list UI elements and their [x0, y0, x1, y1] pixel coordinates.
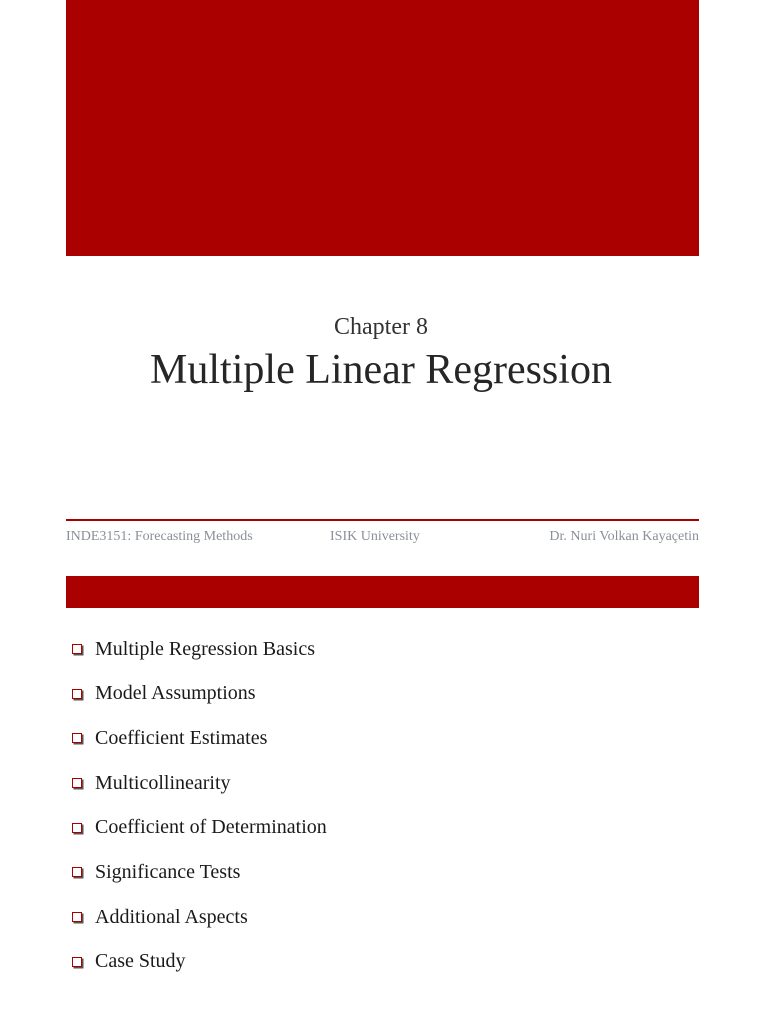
list-item	[72, 902, 327, 932]
outline-item-label: Coefficient of Determination	[95, 816, 327, 839]
outline-item-label: Case Study	[95, 950, 186, 973]
square-bullet-icon	[72, 823, 82, 833]
footer-university: ISIK University	[330, 529, 420, 544]
square-bullet-icon	[72, 867, 82, 877]
outline-item-label: Model Assumptions	[95, 682, 256, 705]
list-item	[72, 634, 327, 664]
outline-item-label: Multicollinearity	[95, 771, 231, 794]
title-banner	[66, 0, 699, 256]
outline-item-label: Coefficient Estimates	[95, 726, 268, 749]
list-item	[72, 813, 327, 843]
list-item	[72, 679, 327, 709]
outline-item-label: Additional Aspects	[95, 905, 248, 928]
list-item	[72, 768, 327, 798]
square-bullet-icon	[72, 644, 82, 654]
square-bullet-icon	[72, 778, 82, 788]
header-band	[66, 576, 699, 608]
square-bullet-icon	[72, 957, 82, 967]
footer-author: Dr. Nuri Volkan Kayaçetin	[549, 529, 699, 544]
square-bullet-icon	[72, 912, 82, 922]
outline-item-label: Significance Tests	[95, 860, 241, 883]
list-item	[72, 857, 327, 887]
chapter-label: Chapter 8	[334, 314, 428, 340]
footer-divider	[66, 519, 699, 521]
outline-item-label: Multiple Regression Basics	[95, 637, 315, 660]
square-bullet-icon	[72, 689, 82, 699]
footer-course: INDE3151: Forecasting Methods	[66, 529, 253, 544]
slide-title: Multiple Linear Regression	[150, 347, 612, 393]
outline-list	[72, 634, 327, 992]
square-bullet-icon	[72, 733, 82, 743]
list-item	[72, 947, 327, 977]
list-item	[72, 723, 327, 753]
